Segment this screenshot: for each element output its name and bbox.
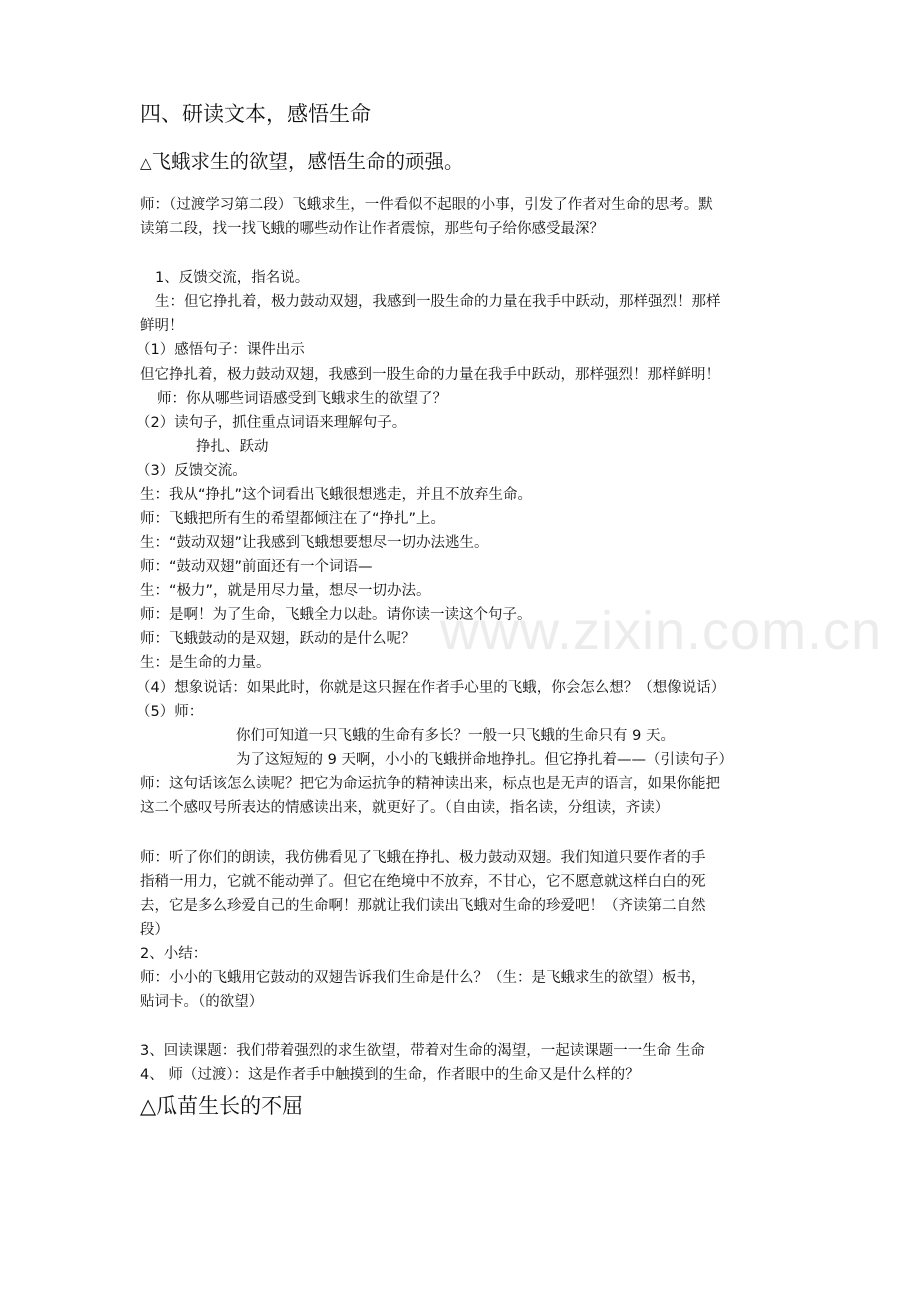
text-line: （5）师： [136, 704, 204, 720]
text-line: 师：飞蛾鼓动的是双翅，跃动的是什么呢？ [140, 631, 416, 647]
watermark: www.zixin.com.cn [440, 601, 883, 661]
text-line: 1、反馈交流，指名说。 [155, 270, 310, 286]
text-line: 这二个感叹号所表达的情感读出来，就更好了。（自由读，指名读，分组读，齐读） [140, 800, 670, 816]
triangle-icon: △ [140, 154, 152, 172]
section-title: 四、研读文本，感悟生命 [140, 102, 371, 126]
text-line: 生：是生命的力量。 [140, 655, 271, 671]
text-line: 挣扎、跃动 [196, 439, 269, 455]
text-line: 师：你从哪些词语感受到飞蛾求生的欲望了？ [157, 391, 447, 407]
text-line: 师：是啊！为了生命，飞蛾全力以赴。请你读一读这个句子。 [140, 607, 532, 623]
subheading [140, 149, 464, 176]
text-line: 师：听了你们的朗读，我仿佛看见了飞蛾在挣扎、极力鼓动双翅。我们知道只要作者的手 [140, 850, 706, 866]
text-line: （3）反馈交流。 [136, 463, 247, 479]
text-line: 生：但它挣扎着，极力鼓动双翅，我感到一股生命的力量在我手中跃动，那样强烈！那样 [155, 294, 721, 310]
text-line: 师：这句话该怎么读呢？把它为命运抗争的精神读出来，标点也是无声的语言，如果你能把 [140, 776, 720, 792]
last-heading: △瓜苗生长的不屈 [140, 1094, 304, 1118]
text-line: 3、回读课题：我们带着强烈的求生欲望，带着对生命的渴望，一起读课题一一生命 生命 [140, 1043, 705, 1059]
text-line: 但它挣扎着，极力鼓动双翅，我感到一股生命的力量在我手中跃动，那样强烈！那样鲜明！ [140, 367, 720, 383]
text-line: 生：我从“挣扎”这个词看出飞蛾很想逃走，并且不放弃生命。 [140, 487, 533, 503]
text-line: 生：“极力”，就是用尽力量，想尽一切办法。 [140, 583, 431, 599]
text-line: 师：“鼓动双翅”前面还有一个词语— [140, 559, 373, 575]
text-line: 贴词卡。（的欲望） [140, 994, 264, 1010]
text-line: 指稍一用力，它就不能动弹了。但它在绝境中不放弃，不甘心，它不愿意就这样白白的死 [140, 874, 706, 890]
text-line: 生：“鼓动双翅”让我感到飞蛾想要想尽一切办法逃生。 [140, 535, 489, 551]
text-line: 去，它是多么珍爱自己的生命啊！那就让我们读出飞蛾对生命的珍爱吧！（齐读第二自然 [140, 898, 706, 914]
text-line: （4）想象说话：如果此时，你就是这只握在作者手心里的飞蛾，你会怎么想？（想像说话） [136, 680, 726, 696]
text-line: 为了这短短的 9 天啊，小小的飞蛾拼命地挣扎。但它挣扎着——（引读句子） [236, 752, 733, 768]
text-line: 师：飞蛾把所有生的希望都倾注在了“挣扎”上。 [140, 511, 446, 527]
intro-line-1: 师：（过渡学习第二段）飞蛾求生，一件看似不起眼的小事，引发了作者对生命的思考。默 [140, 197, 713, 213]
text-line: 师：小小的飞蛾用它鼓动的双翅告诉我们生命是什么？（生：是飞蛾求生的欲望）板书， [140, 970, 706, 986]
text-line: 4、 师（过渡）：这是作者手中触摸到的生命，作者眼中的生命又是什么样的？ [140, 1067, 640, 1083]
text-line: 你们可知道一只飞蛾的生命有多长？一般一只飞蛾的生命只有 9 天。 [236, 728, 675, 744]
text-line: 鲜明！ [140, 318, 184, 334]
text-line: 段） [140, 922, 169, 938]
text-line: （1）感悟句子：课件出示 [136, 342, 305, 358]
intro-line-2: 读第二段，找一找飞蛾的哪些动作让作者震惊，那些句子给你感受最深？ [140, 221, 604, 237]
subheading-text: 飞蛾求生的欲望，感悟生命的顽强。 [151, 150, 464, 173]
text-line: （2）读句子，抓住重点词语来理解句子。 [136, 415, 407, 431]
text-line: 2、小结： [140, 946, 208, 962]
